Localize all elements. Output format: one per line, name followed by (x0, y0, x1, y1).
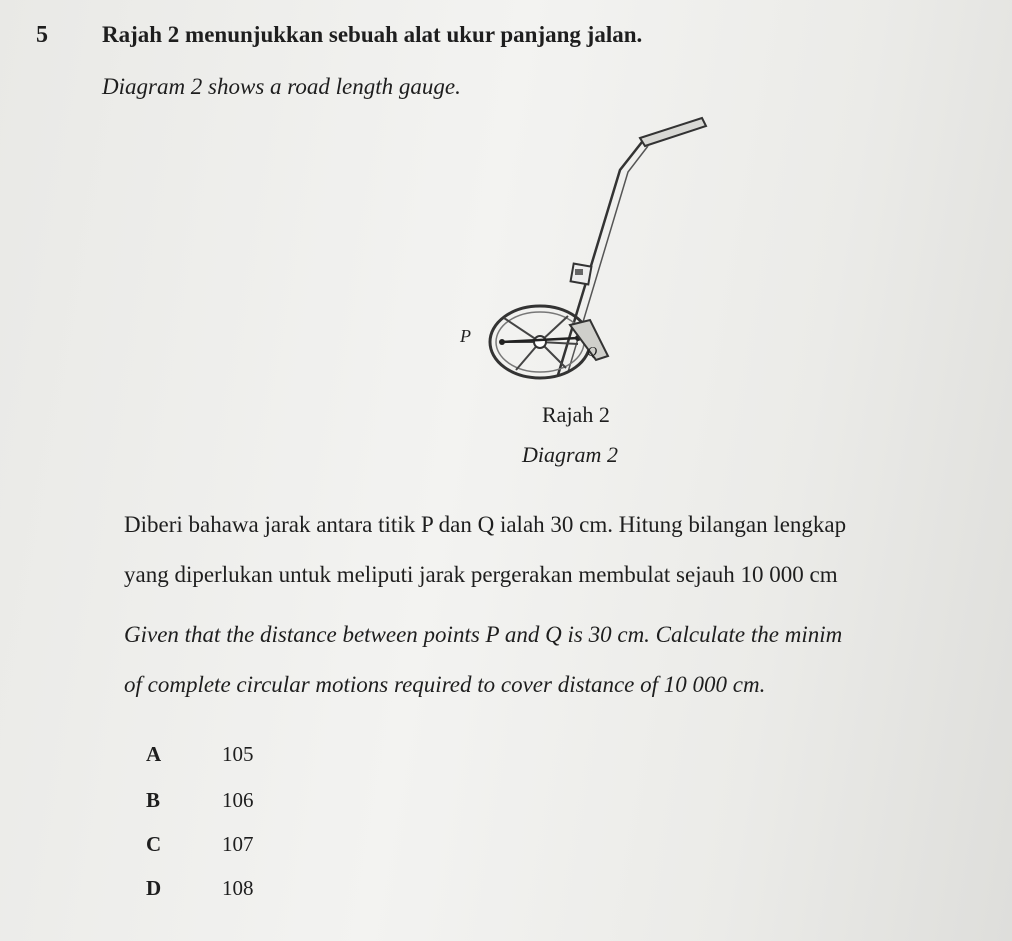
caption-malay: Rajah 2 (542, 402, 610, 427)
gauge-handle-grip (640, 118, 706, 146)
caption-english: Diagram 2 (522, 442, 618, 467)
body-malay-line-2: yang diperlukan untuk meliputi jarak pergerakan membulat sejauh 10 000 cm (124, 562, 838, 587)
option-d-letter: D (146, 876, 162, 900)
intro-english: Diagram 2 shows a road length gauge. (102, 74, 461, 99)
option-a-letter: A (146, 742, 162, 766)
body-english-line-2: of complete circular motions required to cover distance of 10 000 cm. (124, 672, 766, 697)
option-c-value: 107 (222, 832, 254, 856)
label-q: Q (587, 345, 598, 360)
option-b-letter: B (146, 788, 161, 812)
option-b-value: 106 (222, 788, 254, 812)
option-c-letter: C (146, 832, 162, 856)
road-length-gauge-diagram (440, 110, 720, 400)
intro-malay: Rajah 2 menunjukkan sebuah alat ukur panjang jalan. (102, 22, 643, 47)
question-number: 5 (36, 22, 48, 48)
option-d-value: 108 (222, 876, 254, 900)
body-malay-line-1: Diberi bahawa jarak antara titik P dan Q ialah 30 cm. Hitung bilangan lengkap (124, 512, 847, 537)
wheel-hub (534, 336, 546, 348)
label-p: P (460, 326, 471, 346)
point-p (499, 339, 505, 345)
body-english-line-1: Given that the distance between points P and Q is 30 cm. Calculate the minim (124, 622, 843, 647)
option-a-value: 105 (222, 742, 254, 766)
